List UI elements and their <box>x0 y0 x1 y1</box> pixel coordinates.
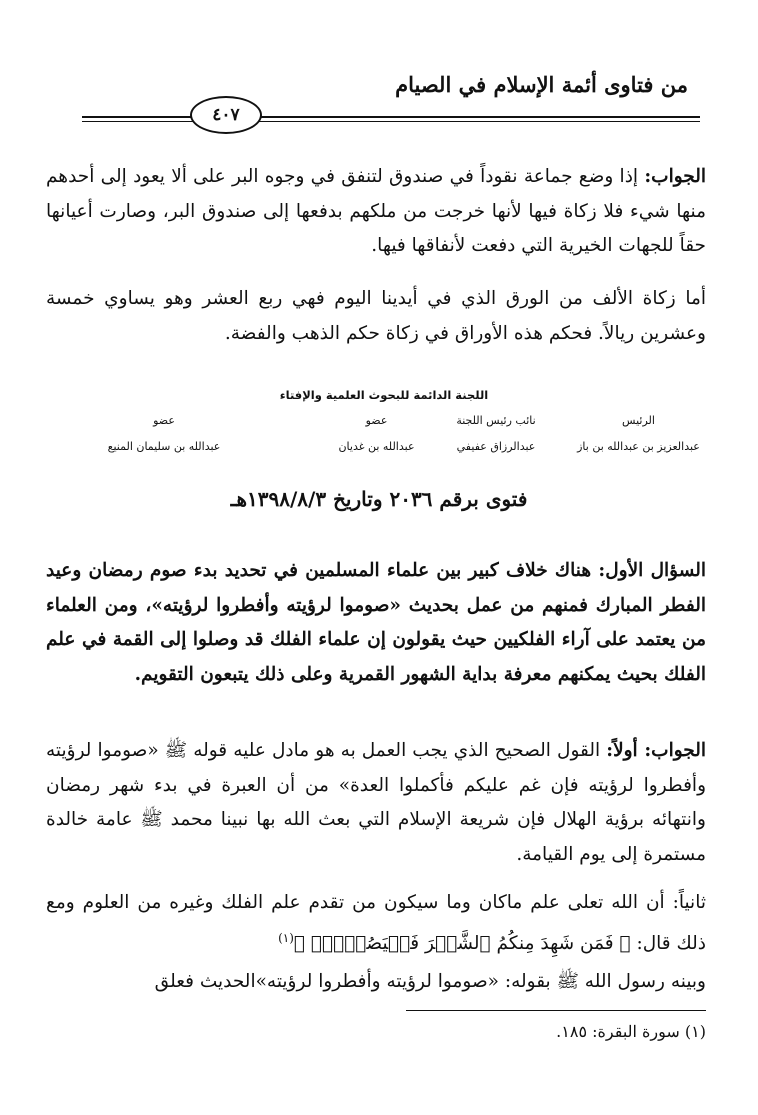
question-lead: السؤال الأول: <box>598 560 706 581</box>
committee-member <box>44 414 284 453</box>
member-name: عبدالله بن سليمان المنيع <box>107 440 221 453</box>
member-name: عبدالرزاق عفيفي <box>456 440 536 453</box>
paragraph-paper-money: أما زكاة الألف من الورق الذي في أيدينا اليوم فهي ربع العشر وهو يساوي خمسة وعشرين ريالاً. فحكم هذه الأوراق في زكاة حكم الذهب والفضة. <box>46 288 706 344</box>
answer-text: إذا وضع جماعة نقوداً في صندوق لتنفق في وجوه البر على ألا يعود إلى أحدهم منها شيء فلا زكاة فيها لأنها خرجت من ملكهم بدفعها إلى صندوق البر، وصارت أعيانها حقاً للجهات الخيرية التي دفعت لأنفاقها فيها. <box>46 166 706 256</box>
question-text: هناك خلاف كبير بين علماء المسلمين في تحديد بدء صوم رمضان وعيد الفطر المبارك فمنهم من عمل بحديث «صوموا لرؤيته وأفطروا لرؤيته»، ومن العلماء من يعتمد على آراء الفلكيين حيث يقولون إن علماء الفلك قد وصلوا إلى القمة في علم الفلك بحيث يمكنهم معرفة بداية الشهور القمرية وعلى ذلك يتبعون التقويم. <box>46 560 706 685</box>
committee-member <box>571 414 706 453</box>
committee-signatures <box>62 380 706 460</box>
member-role: الرئيس <box>622 414 655 427</box>
footnote-reference: (١) <box>278 930 294 945</box>
footnote: (١) سورة البقرة: ١٨٥. <box>556 1022 706 1041</box>
member-role: عضو <box>153 414 175 427</box>
committee-member <box>309 414 444 453</box>
footnote-rule <box>406 1010 706 1011</box>
header-rule-thin <box>82 121 700 122</box>
committee-title: اللجنة الدائمة للبحوث العلمية والإفتاء <box>279 388 489 402</box>
answer-paragraph-third: وبينه رسول الله ﷺ بقوله: «صوموا لرؤيته وأفطروا لرؤيته»الحديث فعلق <box>154 971 706 992</box>
member-role: نائب رئيس اللجنة <box>456 414 536 427</box>
answer-lead: الجواب: أولاً: <box>606 740 706 761</box>
page-number-badge: ٤٠٧ <box>190 96 262 134</box>
member-name: عبدالعزيز بن عبدالله بن باز <box>577 440 700 453</box>
running-header-title: من فتاوى أئمة الإسلام في الصيام <box>395 72 688 97</box>
question-paragraph <box>46 554 706 692</box>
answer-text: القول الصحيح الذي يجب العمل به هو مادل عليه قوله ﷺ «صوموا لرؤيته وأفطروا لرؤيته فإن غم عليكم فأكملوا العدة» من أن العبرة في بدء شهر رمضان وانتهائه برؤية الهلال فإن شريعة الإسلام التي بعث الله بها نبينا محمد ﷺ عامة خالدة مستمرة إلى يوم القيامة. <box>46 740 706 865</box>
header-rule <box>82 116 700 118</box>
committee-member <box>436 414 556 453</box>
answer-paragraph-second <box>46 886 706 961</box>
member-name: عبدالله بن غديان <box>338 440 415 453</box>
answer-paragraph-first <box>46 734 706 872</box>
answer-lead: الجواب: <box>644 166 706 187</box>
fatwa-heading: فتوى برقم ٢٠٣٦ وتاريخ ١٣٩٨/٨/٣هـ <box>230 487 528 511</box>
member-role: عضو <box>365 414 388 427</box>
answer-text: ثانياً: أن الله تعلى علم ماكان وما سيكون من تقدم علم الفلك وغيره من العلوم ومع ذلك قال: ﴿ فَمَن شَهِدَ مِنكُمُ ٱلشَّهۡرَ فَلۡيَصُمۡهُۖ ﴾ <box>46 892 706 954</box>
answer-paragraph-zakat-box <box>46 160 706 264</box>
